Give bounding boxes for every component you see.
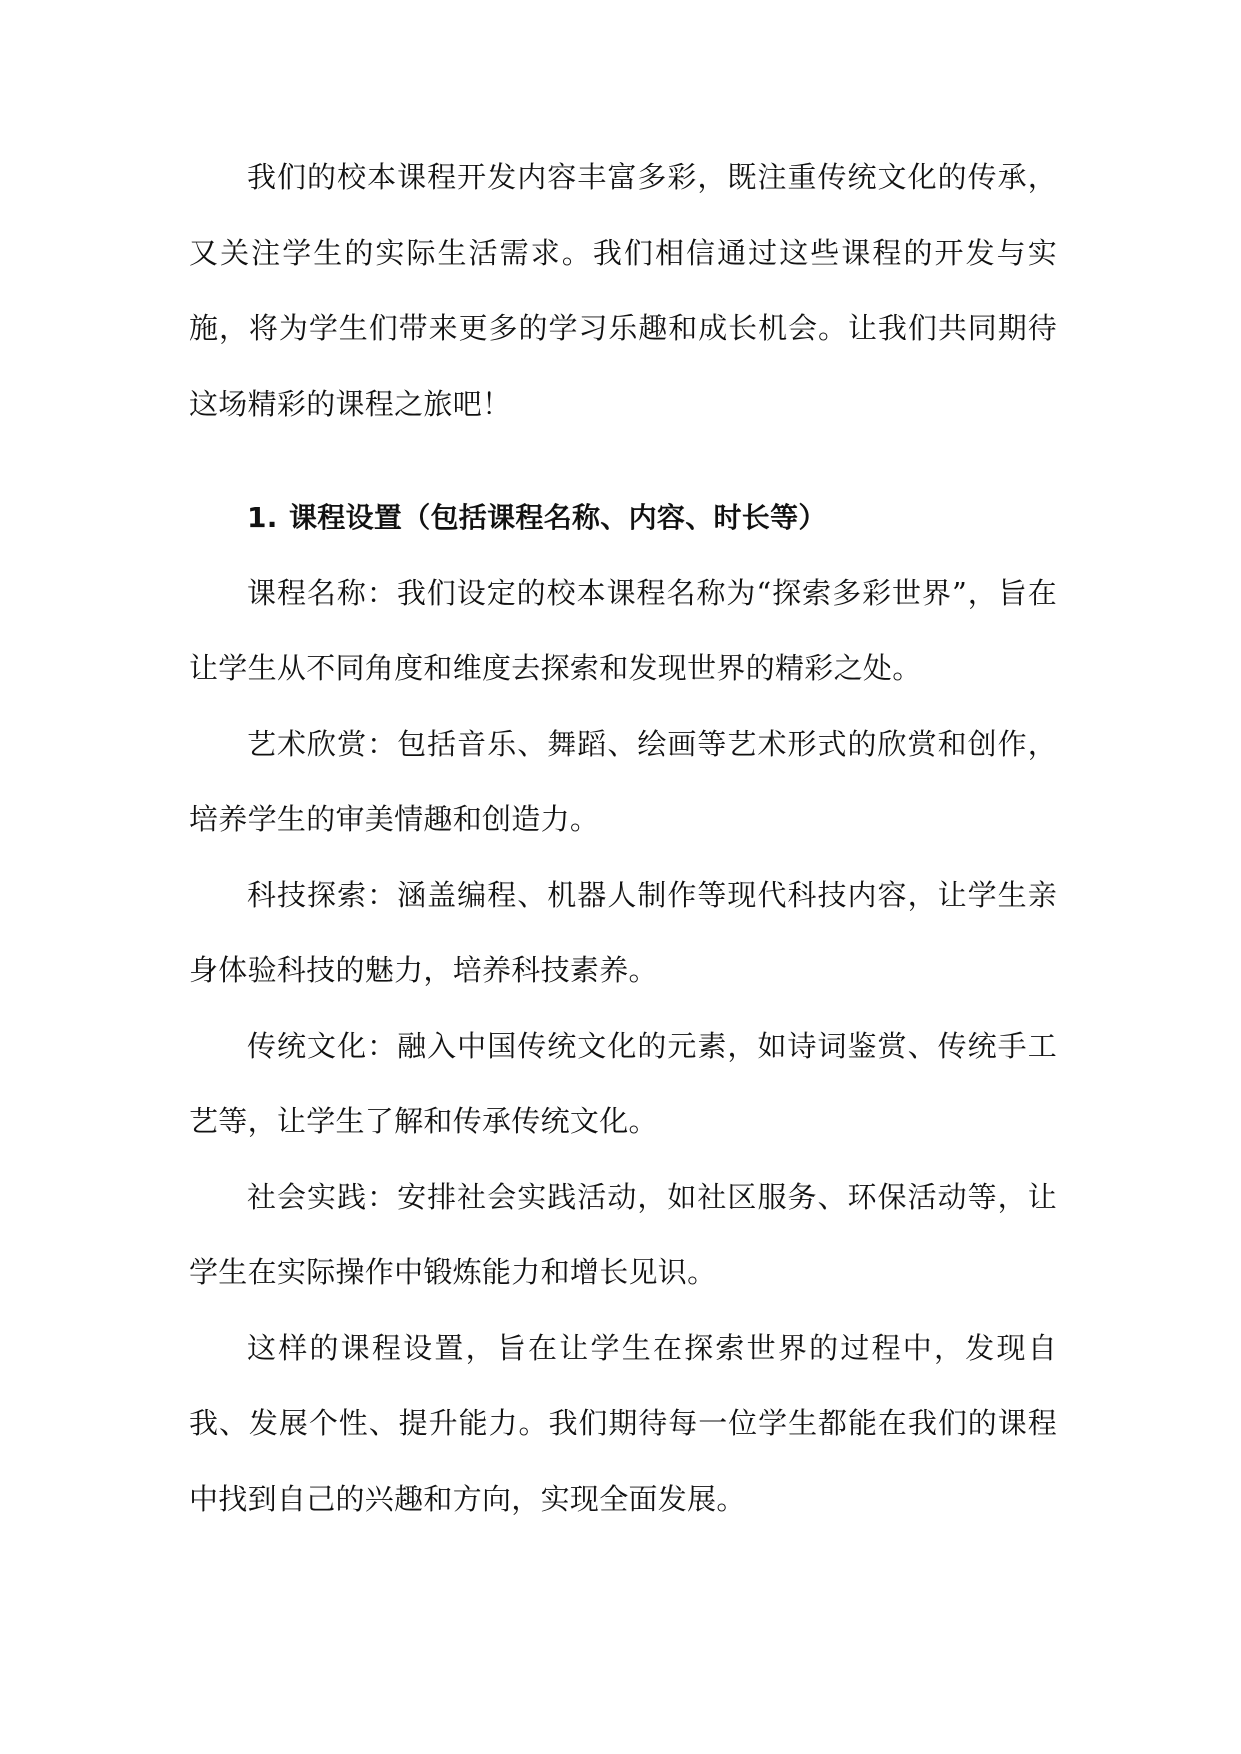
tech-exploration-paragraph: 科技探索：涵盖编程、机器人制作等现代科技内容，让学生亲身体验科技的魅力，培养科技素养。	[189, 877, 1057, 987]
intro-paragraph: 我们的校本课程开发内容丰富多彩，既注重传统文化的传承，又关注学生的实际生活需求。我们相信通过这些课程的开发与实施，将为学生们带来更多的学习乐趣和成长机会。让我们共同期待这场精彩的课程之旅吧！	[189, 160, 1057, 421]
document-body	[189, 140, 1057, 1537]
traditional-culture-paragraph: 传统文化：融入中国传统文化的元素，如诗词鉴赏、传统手工艺等，让学生了解和传承传统文化。	[189, 1028, 1057, 1138]
section-title: 课程设置（包括课程名称、内容、时长等）	[289, 501, 827, 534]
summary-paragraph: 这样的课程设置，旨在让学生在探索世界的过程中，发现自我、发展个性、提升能力。我们期待每一位学生都能在我们的课程中找到自己的兴趣和方向，实现全面发展。	[189, 1330, 1057, 1516]
section-heading	[189, 480, 1057, 556]
course-name-paragraph: 课程名称：我们设定的校本课程名称为“探索多彩世界”，旨在让学生从不同角度和维度去探索和发现世界的精彩之处。	[189, 575, 1057, 685]
art-appreciation-paragraph: 艺术欣赏：包括音乐、舞蹈、绘画等艺术形式的欣赏和创作，培养学生的审美情趣和创造力。	[189, 726, 1057, 836]
section-number: 1.	[247, 501, 278, 534]
social-practice-paragraph: 社会实践：安排社会实践活动，如社区服务、环保活动等，让学生在实际操作中锻炼能力和增长见识。	[189, 1179, 1057, 1289]
